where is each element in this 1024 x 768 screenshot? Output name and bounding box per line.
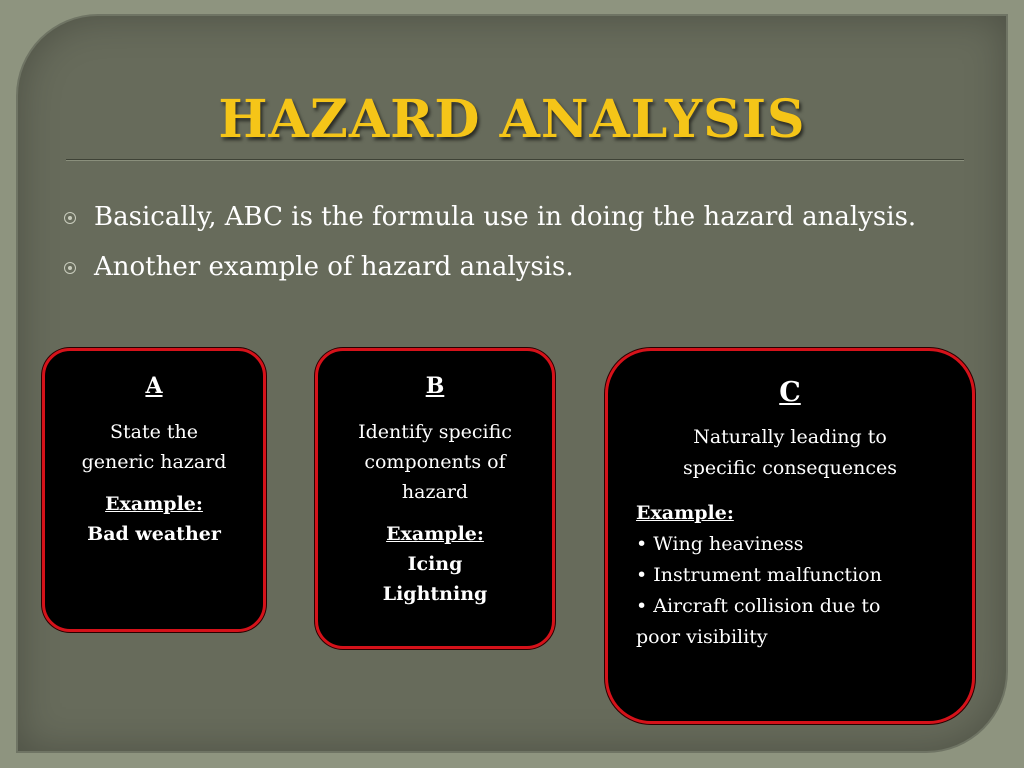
card-c (605, 348, 975, 724)
bullet-item (62, 198, 942, 236)
example-value: • Instrument malfunction (636, 564, 882, 586)
example-label: Example: (386, 523, 484, 545)
bullet-text: Another example of hazard analysis. (94, 252, 574, 282)
bullet-list (62, 198, 942, 286)
example-value: Lightning (382, 583, 488, 605)
card-heading: C (779, 377, 801, 408)
description-line: Naturally leading to (693, 426, 887, 448)
title-divider (66, 159, 964, 161)
example-value: • Wing heaviness (636, 533, 804, 555)
bullet-item (62, 248, 942, 286)
card-heading: A (145, 373, 163, 399)
card-example (328, 519, 542, 609)
description-line: State the (109, 421, 198, 443)
card-heading: B (425, 373, 445, 399)
card-description (618, 422, 962, 484)
card-description (55, 417, 253, 477)
example-value: Icing (407, 553, 463, 575)
circle-bullet-icon (64, 262, 76, 274)
card-example (55, 489, 253, 549)
example-value: Bad weather (87, 523, 221, 545)
description-line: hazard (401, 481, 469, 503)
bullet-text: Basically, ABC is the formula use in doing the hazard analysis. (94, 202, 917, 232)
card-example (618, 498, 962, 653)
description-line: generic hazard (81, 451, 227, 473)
card-b (315, 348, 555, 649)
example-value: poor visibility (636, 626, 768, 648)
slide (18, 16, 1006, 751)
example-label: Example: (105, 493, 203, 515)
description-line: specific consequences (682, 457, 898, 479)
description-line: Identify specific (358, 421, 512, 443)
card-a (42, 348, 266, 632)
description-line: components of (364, 451, 506, 473)
card-description (328, 417, 542, 507)
circle-bullet-icon (64, 212, 76, 224)
slide-title: HAZARD ANALYSIS (218, 89, 806, 150)
example-label: Example: (636, 502, 734, 524)
example-value: • Aircraft collision due to (636, 595, 881, 617)
